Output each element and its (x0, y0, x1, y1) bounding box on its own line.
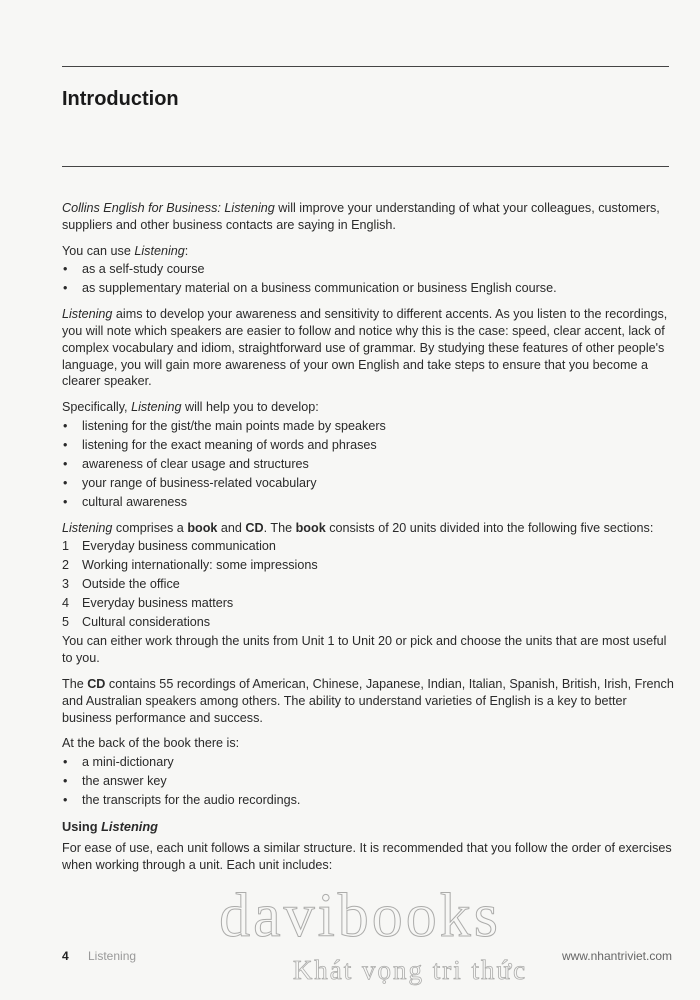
develop-list (62, 418, 674, 511)
using-heading-em: Listening (101, 818, 158, 834)
use-lead-colon: : (184, 243, 189, 258)
develop-lead-em: Listening (131, 400, 182, 415)
list-item: • awareness of clear usage and structures (62, 456, 674, 473)
page-number: 4 (62, 949, 69, 963)
list-item: • the transcripts for the audio recordings. (62, 792, 674, 809)
page-title: Introduction (62, 88, 179, 110)
comprises-text-3: . The (263, 520, 296, 535)
comprises-bold-book-2: book (295, 520, 326, 535)
list-item: • listening for the gist/the main points made by speakers (62, 418, 674, 435)
aims-text: aims to develop your awareness and sensitivity to different accents. As you listen to the recordings, you will note which speakers are easier to follow and notice why this is the case: speed, clear accent, lack of complex vocabulary and idiom, straightforward use of grammar. By studying these features of other people's language, you will gain more awareness of your own English and take steps to ensure that you become a clearer speaker. (62, 307, 668, 389)
section-number: 5 (62, 615, 70, 630)
list-item: • your range of business-related vocabulary (62, 475, 674, 492)
comprises-bold-cd: CD (245, 520, 264, 535)
intro-paragraph (62, 200, 674, 234)
intro-text: will improve your understanding of what your colleagues, customers, suppliers and other business contacts are saying in English. (62, 201, 660, 232)
book-title: Collins English for Business: Listening (62, 201, 275, 215)
comprises-text-4: consists of 20 units divided into the following five sections: (325, 520, 654, 535)
section-item (62, 538, 674, 555)
section-label: Working internationally: some impressions (82, 558, 318, 573)
page-body (62, 200, 674, 882)
top-rule (62, 66, 669, 67)
cd-text: contains 55 recordings of American, Chinese, Japanese, Indian, Italian, Spanish, British, Irish, French and Australian speakers among others. The ability to understand varieties of English is a key to better business performance and success. (62, 677, 674, 725)
title-rule (62, 166, 669, 167)
watermark-slogan: Khát vọng tri thức (292, 955, 528, 985)
comprises-paragraph (62, 520, 674, 537)
aims-paragraph (62, 306, 674, 390)
list-item: • as supplementary material on a business communication or business English course. (62, 280, 674, 297)
comprises-bold-book: book (187, 520, 218, 535)
footer-url: www.nhantriviet.com (561, 949, 672, 963)
use-list (62, 261, 674, 297)
develop-lead-post: will help you to develop: (181, 400, 319, 415)
section-label: Cultural considerations (82, 615, 211, 630)
list-item: • cultural awareness (62, 494, 674, 511)
sections-list (62, 538, 674, 631)
list-item: • the answer key (62, 773, 674, 790)
cd-bold: CD (87, 677, 106, 691)
section-label: Everyday business matters (82, 596, 234, 611)
using-paragraph: For ease of use, each unit follows a similar structure. It is recommended that you follow the order of exercises when working through a unit. Each unit includes: (62, 840, 672, 872)
section-label: Everyday business communication (82, 539, 276, 554)
use-lead (62, 243, 674, 260)
section-number: 3 (62, 577, 70, 592)
list-item: • as a self-study course (62, 261, 674, 278)
use-lead-text: You can use (62, 243, 135, 258)
section-number: 2 (62, 558, 70, 573)
cd-paragraph (62, 676, 674, 726)
aims-em: Listening (62, 307, 113, 322)
cd-pre: The (62, 677, 88, 691)
running-title: Listening (88, 949, 137, 963)
section-number: 4 (62, 596, 70, 611)
list-item: • listening for the exact meaning of words and phrases (62, 437, 674, 454)
using-heading-text: Using (62, 818, 102, 834)
section-item (62, 595, 674, 612)
comprises-text-1: comprises a (112, 520, 188, 535)
list-item: • a mini-dictionary (62, 754, 674, 771)
units-note: You can either work through the units from Unit 1 to Unit 20 or pick and choose the units that are most useful to you. (62, 634, 667, 666)
back-list (62, 754, 674, 809)
watermark-brand: davibooks (219, 882, 501, 950)
comprises-text-2: and (217, 520, 246, 535)
using-heading (62, 819, 674, 836)
back-lead: At the back of the book there is: (62, 736, 240, 751)
section-item (62, 557, 674, 574)
section-number: 1 (62, 539, 70, 554)
develop-lead-text: Specifically, (62, 400, 132, 415)
watermark (150, 882, 570, 986)
use-lead-em: Listening (134, 243, 185, 258)
section-item (62, 576, 674, 593)
develop-lead (62, 399, 674, 416)
section-label: Outside the office (82, 577, 180, 592)
comprises-em: Listening (62, 520, 113, 535)
section-item (62, 614, 674, 631)
